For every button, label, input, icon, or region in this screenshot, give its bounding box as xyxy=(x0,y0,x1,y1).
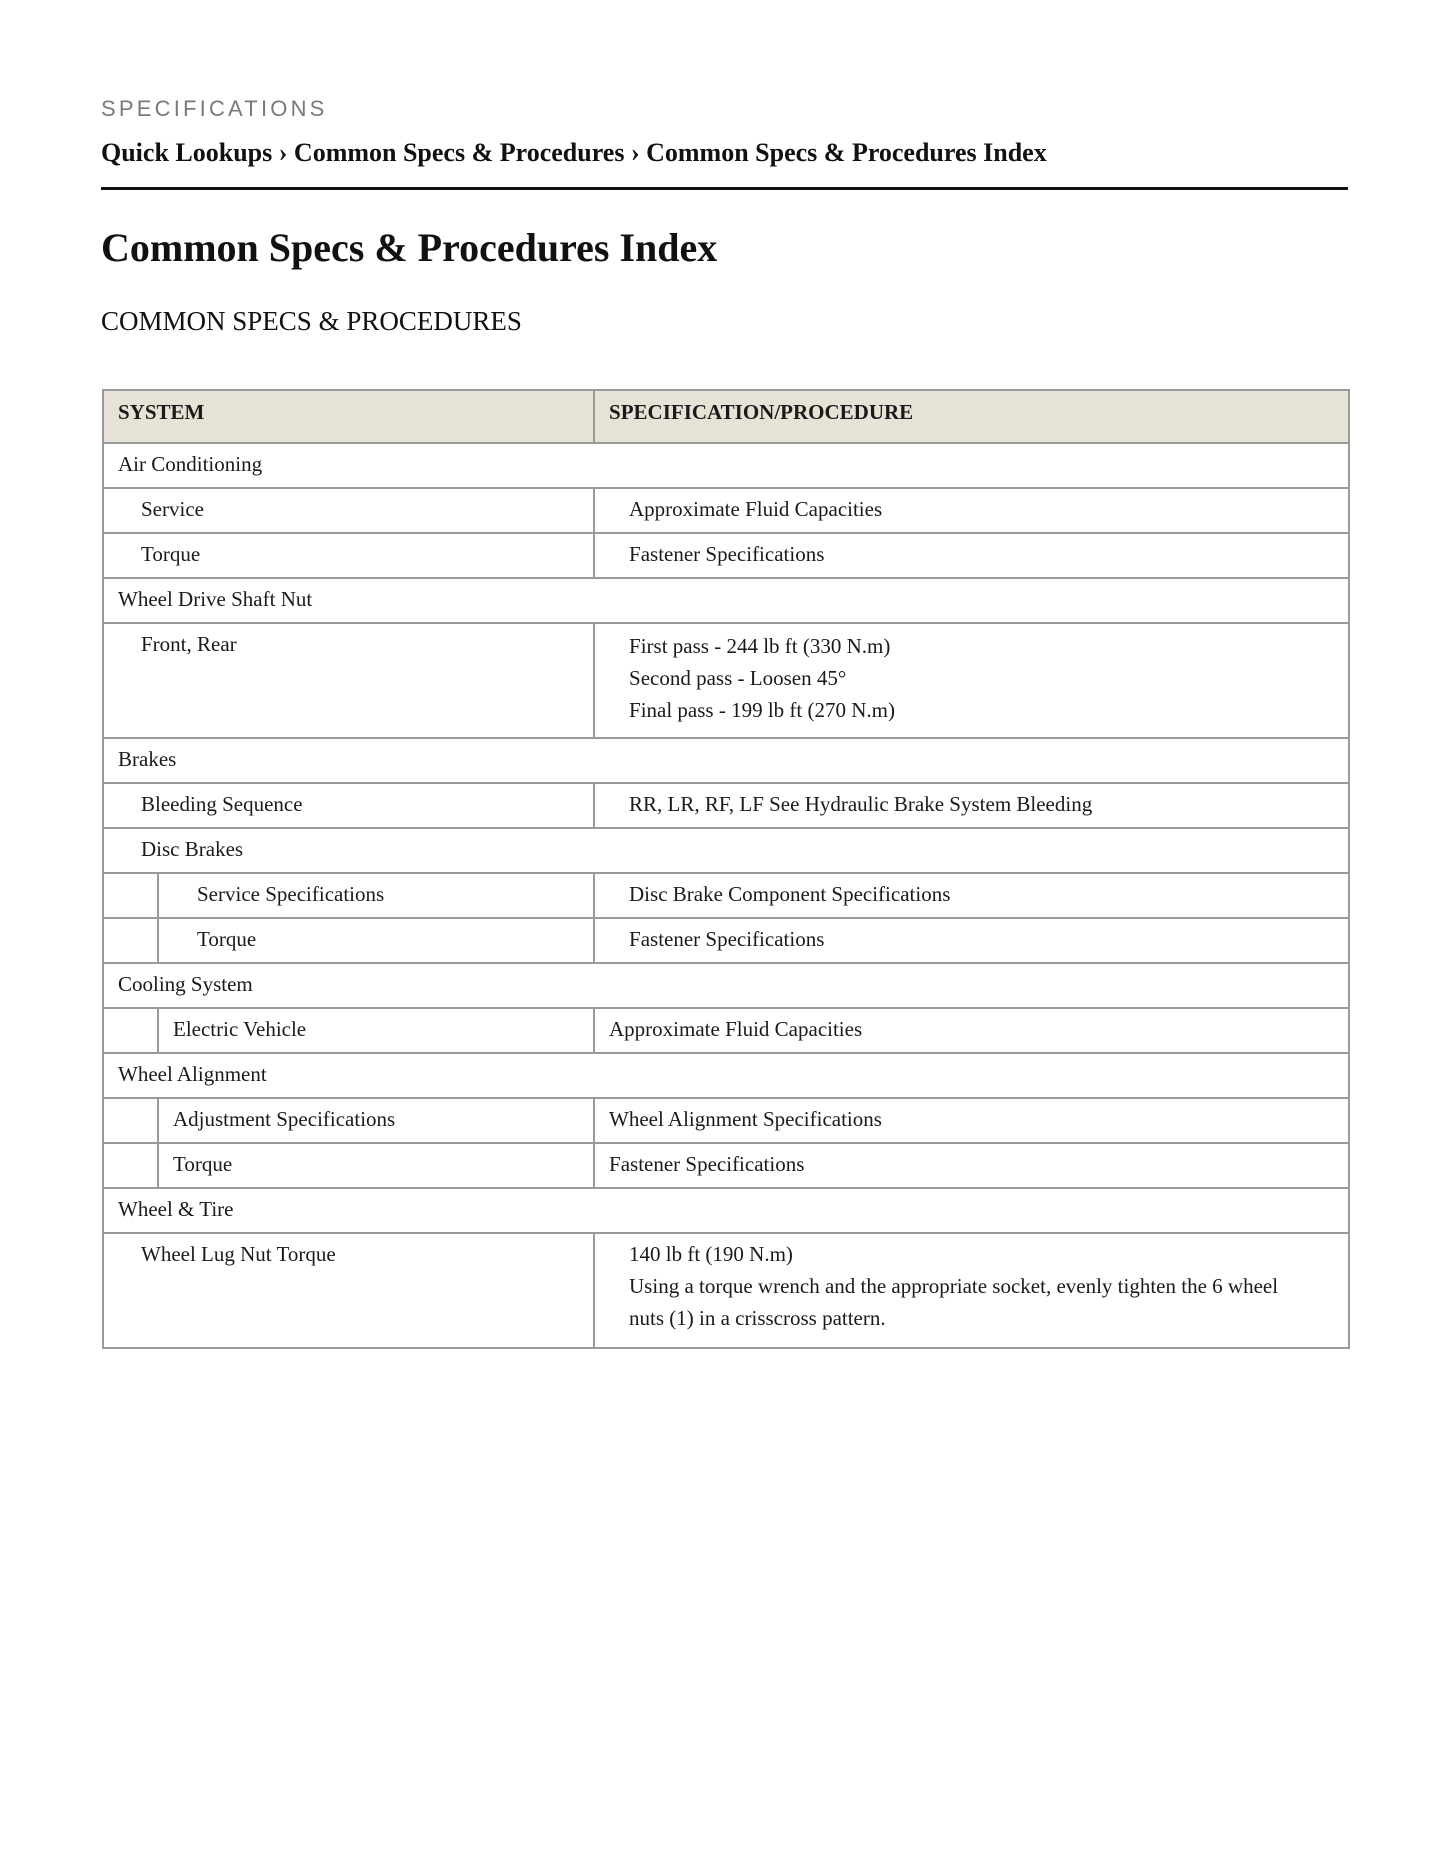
category-cooling-system: Cooling System xyxy=(103,963,1349,1008)
section-subtitle: COMMON SPECS & PROCEDURES xyxy=(101,306,522,336)
system-cell: Torque xyxy=(158,918,594,963)
spec-line: Second pass - Loosen 45° xyxy=(629,666,847,690)
spec-link[interactable]: RR, LR, RF, LF See Hydraulic Brake System Bleeding xyxy=(594,783,1349,828)
table-row-category xyxy=(103,578,1349,623)
table-row-category xyxy=(103,738,1349,783)
system-cell: Bleeding Sequence xyxy=(103,783,594,828)
breadcrumb-item-current: Common Specs & Procedures Index xyxy=(646,138,1047,167)
system-cell: Electric Vehicle xyxy=(158,1008,594,1053)
spec-cell xyxy=(594,1233,1349,1348)
breadcrumb-separator: › xyxy=(272,138,294,167)
spec-link[interactable]: Fastener Specifications xyxy=(594,533,1349,578)
spec-link[interactable]: Fastener Specifications xyxy=(594,918,1349,963)
indent-cell xyxy=(103,873,158,918)
system-cell: Service Specifications xyxy=(158,873,594,918)
category-wheel-alignment: Wheel Alignment xyxy=(103,1053,1349,1098)
indent-cell xyxy=(103,1098,158,1143)
system-cell: Service xyxy=(103,488,594,533)
table-row xyxy=(103,873,1349,918)
breadcrumb-item-quick-lookups[interactable]: Quick Lookups xyxy=(101,138,273,167)
table-row xyxy=(103,918,1349,963)
table-row xyxy=(103,783,1349,828)
table-row xyxy=(103,533,1349,578)
table-row xyxy=(103,1143,1349,1188)
spec-link[interactable]: Disc Brake Component Specifications xyxy=(594,873,1349,918)
system-cell: Front, Rear xyxy=(103,623,594,738)
category-wheel-tire: Wheel & Tire xyxy=(103,1188,1349,1233)
column-header-system: SYSTEM xyxy=(103,390,594,443)
indent-cell xyxy=(103,1008,158,1053)
indent-cell xyxy=(103,1143,158,1188)
table-header-row xyxy=(103,390,1349,443)
page-title: Common Specs & Procedures Index xyxy=(101,225,718,270)
table-row-category xyxy=(103,1188,1349,1233)
section-label: SPECIFICATIONS xyxy=(101,96,328,121)
table-row xyxy=(103,1098,1349,1143)
specs-table xyxy=(102,389,1350,1349)
system-cell: Torque xyxy=(158,1143,594,1188)
spec-link[interactable]: Wheel Alignment Specifications xyxy=(594,1098,1349,1143)
spec-line: Final pass - 199 lb ft (270 N.m) xyxy=(629,698,895,722)
breadcrumb-separator: › xyxy=(624,138,647,167)
category-wheel-drive-shaft-nut: Wheel Drive Shaft Nut xyxy=(103,578,1349,623)
indent-cell xyxy=(103,918,158,963)
category-brakes: Brakes xyxy=(103,738,1349,783)
breadcrumb xyxy=(101,138,1047,168)
table-row-category xyxy=(103,1053,1349,1098)
table-row xyxy=(103,488,1349,533)
spec-cell xyxy=(594,623,1349,738)
breadcrumb-item-common-specs[interactable]: Common Specs & Procedures xyxy=(293,138,625,167)
header-divider xyxy=(101,187,1348,190)
table-row-category xyxy=(103,963,1349,1008)
table-row-category xyxy=(103,443,1349,488)
system-cell: Adjustment Specifications xyxy=(158,1098,594,1143)
spec-link[interactable]: Approximate Fluid Capacities xyxy=(594,1008,1349,1053)
table-row xyxy=(103,1008,1349,1053)
category-air-conditioning: Air Conditioning xyxy=(103,443,1349,488)
spec-line: First pass - 244 lb ft (330 N.m) xyxy=(629,634,891,658)
spec-line: Using a torque wrench and the appropriate socket, evenly tighten the 6 wheel nuts (1) in a crisscross pattern. xyxy=(629,1274,1279,1330)
table-row-subcategory xyxy=(103,828,1349,873)
subcategory-disc-brakes: Disc Brakes xyxy=(103,828,1349,873)
table-row xyxy=(103,623,1349,738)
table-row xyxy=(103,1233,1349,1348)
column-header-spec: SPECIFICATION/PROCEDURE xyxy=(594,390,1349,443)
spec-link[interactable]: Approximate Fluid Capacities xyxy=(594,488,1349,533)
system-cell: Wheel Lug Nut Torque xyxy=(103,1233,594,1348)
spec-line: 140 lb ft (190 N.m) xyxy=(629,1242,793,1266)
system-cell: Torque xyxy=(103,533,594,578)
spec-link[interactable]: Fastener Specifications xyxy=(594,1143,1349,1188)
